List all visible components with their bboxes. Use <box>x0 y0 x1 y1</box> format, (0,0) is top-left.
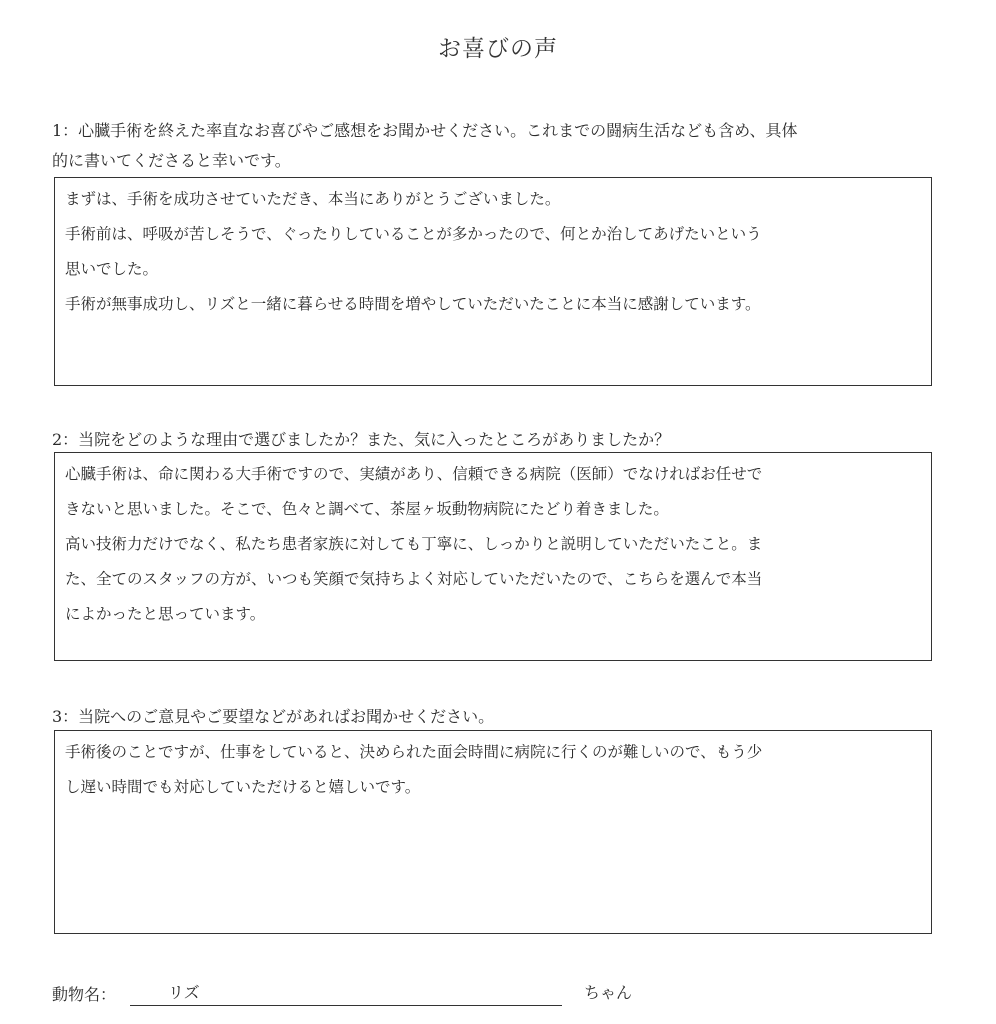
question-3-prompt <box>52 702 942 732</box>
answer-line: 手術が無事成功し、リズと一緒に暮らせる時間を増やしていただいたことに本当に感謝しています。 <box>65 295 761 313</box>
animal-name-value: リズ <box>130 980 562 1006</box>
answer-line: し遅い時間でも対応していただけると嬉しいです。 <box>65 778 421 796</box>
question-1-prompt-line: 的に書いてくださると幸いです。 <box>52 151 291 170</box>
answer-line: によかったと思っています。 <box>65 605 266 623</box>
question-1-prompt <box>52 116 942 176</box>
answer-line: 心臓手術は、命に関わる大手術ですので、実績があり、信頼できる病院（医師）でなければお任せで <box>65 465 763 483</box>
answer-line: た、全てのスタッフの方が、いつも笑顔で気持ちよく対応していただいたので、こちらを選んで本当 <box>65 570 763 588</box>
animal-name-label: 動物名： <box>52 985 117 1004</box>
question-2-answer-box <box>54 452 932 661</box>
page-title: お喜びの声 <box>438 36 558 62</box>
answer-line: きないと思いました。そこで、色々と調べて、茶屋ヶ坂動物病院にたどり着きました。 <box>65 500 669 518</box>
answer-line: 思いでした。 <box>65 260 159 278</box>
question-2-prompt-line: 2：当院をどのような理由で選びましたか？また、気に入ったところがありましたか？ <box>52 430 671 449</box>
answer-line: 高い技術力だけでなく、私たち患者家族に対しても丁寧に、しっかりと説明していただいたこと。ま <box>65 535 763 553</box>
answer-line: 手術後のことですが、仕事をしていると、決められた面会時間に病院に行くのが難しいので、もう少 <box>65 743 763 761</box>
answer-line: 手術前は、呼吸が苦しそうで、ぐったりしていることが多かったので、何とか治してあげたいという <box>65 225 762 243</box>
question-3-answer-box <box>54 730 932 934</box>
question-2-prompt <box>52 425 942 455</box>
answer-line: まずは、手術を成功させていただき、本当にありがとうございました。 <box>65 190 561 208</box>
question-1-answer-box <box>54 177 932 386</box>
question-3-prompt-line: 3：当院へのご意見やご要望などがあればお聞かせください。 <box>52 707 495 726</box>
animal-name-suffix: ちゃん <box>584 983 633 1002</box>
question-1-prompt-line: 1：心臓手術を終えた率直なお喜びやご感想をお聞かせください。これまでの闘病生活なども含め、具体 <box>52 121 798 140</box>
